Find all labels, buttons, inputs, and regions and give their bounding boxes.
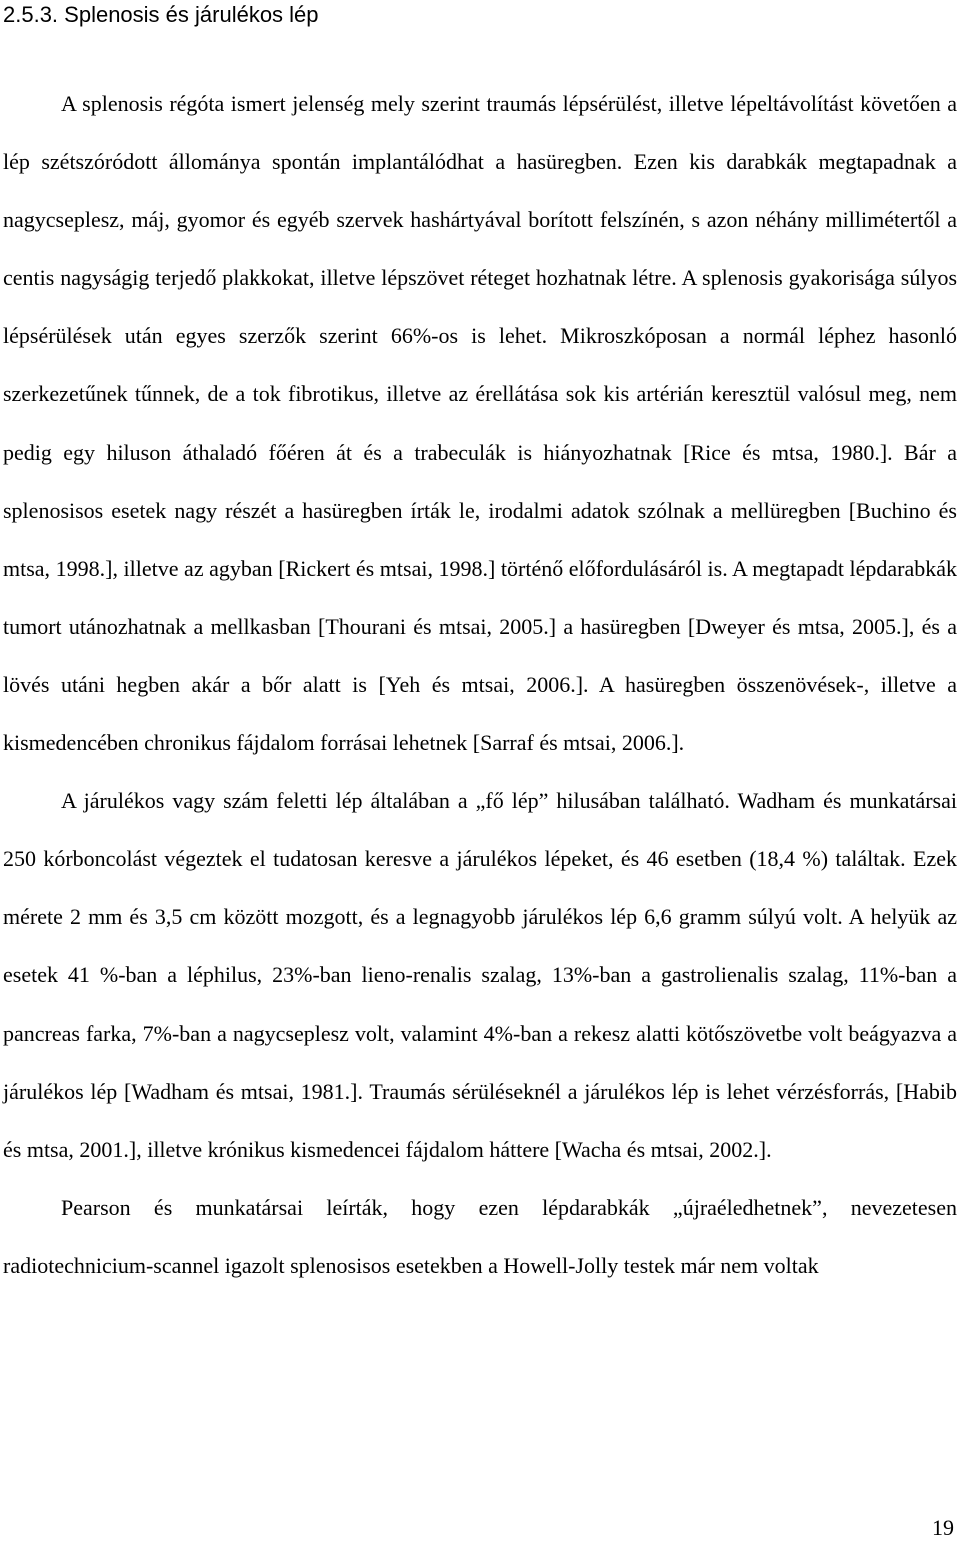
page-number: 19 — [932, 1515, 954, 1540]
paragraph-splenosis: A splenosis régóta ismert jelenség mely szerint traumás lépsérülést, illetve lépeltávolítást követően a lép szétszóródott állománya spontán implantálódhat a hasüregben. Ezen kis darabkák megtapadnak a nagycseplesz, máj, gyomor és egyéb szervek hashártyával borított felszínén, s azon néhány millimétertől a centis nagyságig terjedő plakkokat, illetve lépszövet réteget hozhatnak létre. A splenosis gyakorisága súlyos lépsérülések után egyes szerzők szerint 66%-os is lehet. Mikroszkóposan a normál léphez hasonló szerkezetűnek tűnnek, de a tok fibrotikus, illetve az érellátása sok kis artérián keresztül valósul meg, nem pedig egy hiluson áthaladó főéren át és a trabeculák is hiányozhatnak [Rice és mtsa, 1980.]. Bár a splenosisos esetek nagy részét a hasüregben írták le, irodalmi adatok szólnak a mellüregben [Buchino és mtsa, 1998.], illetve az agyban [Rickert és mtsai, 1998.] történő előfordulásáról is. A megtapadt lépdarabkák tumort utánozhatnak a mellkasban [Thourani és mtsai, 2005.] a hasüregben [Dweyer és mtsa, 2005.], és a lövés utáni hegben akár a bőr alatt is [Yeh és mtsai, 2006.]. A hasüregben összenövések-, illetve a kismedencében chronikus fájdalom forrásai lehetnek [Sarraf és mtsai, 2006.]. — [3, 91, 957, 756]
body-text — [3, 75, 957, 1295]
paragraph-accessory-spleen: A járulékos vagy szám feletti lép általában a „fő lép” hilusában található. Wadham és munkatársai 250 kórboncolást végeztek el tudatosan keresve a járulékos lépeket, és 46 esetben (18,4 %) találtak. Ezek mérete 2 mm és 3,5 cm között mozgott, és a legnagyobb járulékos lép 6,6 gramm súlyú volt. A helyük az esetek 41 %-ban a léphilus, 23%-ban lieno-renalis szalag, 13%-ban a gastrolienalis szalag, 11%-ban a pancreas farka, 7%-ban a nagycseplesz volt, valamint 4%-ban a rekesz alatti kötőszövetbe volt beágyazva a járulékos lép [Wadham és mtsai, 1981.]. Traumás sérüléseknél a járulékos lép is lehet vérzésforrás, [Habib és mtsa, 2001.], illetve krónikus kismedencei fájdalom háttere [Wacha és mtsai, 2002.]. — [3, 788, 957, 1162]
section-heading: 2.5.3. Splenosis és járulékos lép — [3, 2, 319, 27]
paragraph-pearson: Pearson és munkatársai leírták, hogy ezen lépdarabkák „újraéledhetnek”, nevezetesen radiotechnicium-scannel igazolt splenosisos esetekben a Howell-Jolly testek már nem voltak — [3, 1194, 957, 1278]
